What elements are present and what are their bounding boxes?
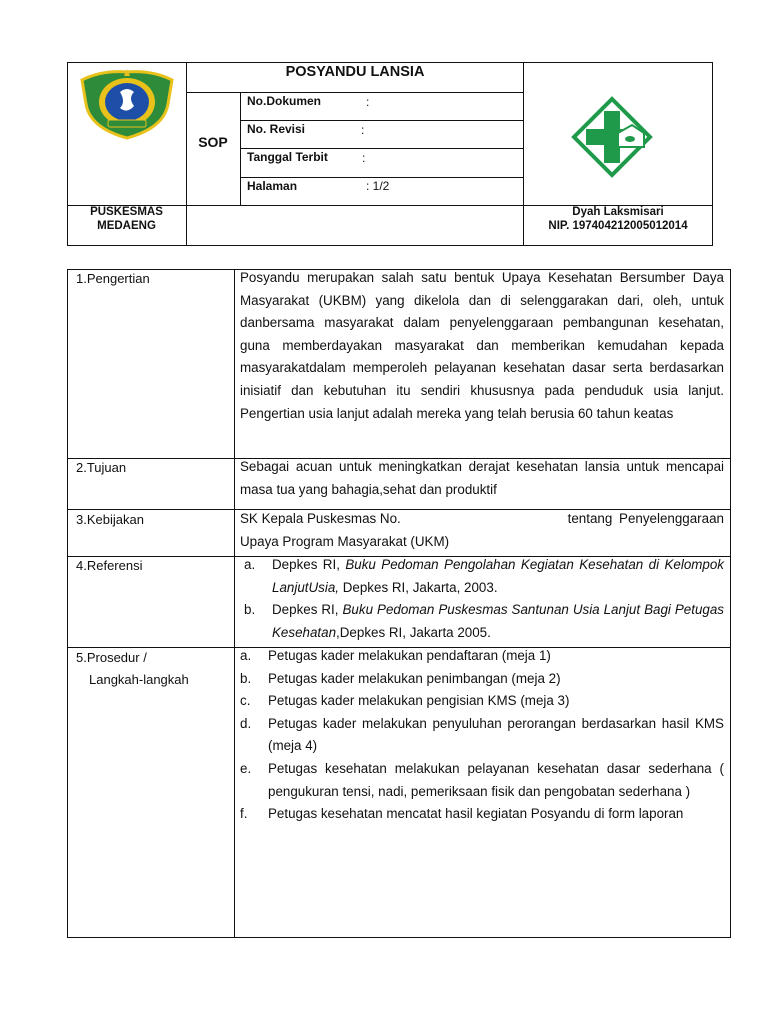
list-marker: e.: [240, 760, 252, 776]
procedure-step-text: Petugas kader melakukan penyuluhan perorangan berdasarkan hasil KMS (meja 4): [268, 715, 724, 754]
section-referensi-list: [244, 554, 724, 644]
org-name-line1: PUSKESMAS: [90, 206, 163, 218]
procedure-step-text: Petugas kader melakukan pendaftaran (meja 1): [268, 648, 551, 663]
list-item: [244, 554, 724, 599]
signer-nip: NIP. 197404212005012014: [548, 220, 688, 232]
section-kebijakan-label: 3.Kebijakan: [76, 512, 144, 527]
field-no-revisi-value: :: [361, 123, 365, 137]
field-halaman-label: Halaman: [247, 179, 298, 193]
field-no-dokumen-value: :: [366, 95, 370, 109]
list-marker: b.: [244, 602, 256, 618]
section-pengertian-label: 1.Pengertian: [76, 271, 150, 286]
section-tujuan-label: 2.Tujuan: [76, 460, 127, 475]
section-kebijakan-text: [240, 508, 724, 553]
reference-publisher: ,Depkes RI, Jakarta 2005.: [336, 624, 491, 640]
regional-emblem-logo: [76, 66, 178, 142]
procedure-step-text: Petugas kader melakukan pengisian KMS (meja 3): [268, 693, 570, 709]
reference-author: Depkes RI,: [272, 602, 339, 618]
signer-name: Dyah Laksmisari: [572, 206, 664, 218]
section-prosedur-list: [240, 645, 724, 826]
procedure-step-text: Petugas kesehatan mencatat hasil kegiatan Posyandu di form laporan: [268, 806, 684, 822]
reference-publisher: Depkes RI, Jakarta, 2003.: [342, 579, 498, 595]
section-prosedur-label-2: Langkah-langkah: [89, 672, 189, 687]
list-marker: a.: [240, 648, 252, 663]
org-name-line2: MEDAENG: [97, 220, 156, 232]
list-item: [240, 645, 724, 668]
field-no-revisi-label: No. Revisi: [247, 122, 306, 136]
list-item: [240, 690, 724, 713]
sop-label: SOP: [198, 134, 228, 150]
list-marker: d.: [240, 715, 252, 731]
section-tujuan-text: Sebagai acuan untuk meningkatkan derajat kesehatan lansia untuk mencapai masa tua yang bahagia,sehat dan produktif: [240, 459, 724, 497]
procedure-step-text: Petugas kader melakukan penimbangan (meja 2): [268, 670, 561, 686]
document-title: POSYANDU LANSIA: [285, 64, 425, 80]
section-prosedur-label-1: 5.Prosedur /: [76, 650, 147, 665]
list-marker: b.: [240, 670, 252, 686]
reference-author: Depkes RI,: [272, 557, 340, 572]
reference-title: Buku Pedoman Puskesmas Santunan Usia Lanjut Bagi Petugas Kesehatan: [272, 602, 724, 640]
field-halaman-value: : 1/2: [366, 179, 390, 193]
kebijakan-program-text: Upaya Program Masyarakat (UKM): [240, 533, 450, 549]
reference-title: Buku Pedoman Pengolahan Kegiatan Kesehatan di Kelompok LanjutUsia,: [272, 557, 725, 595]
section-referensi-label: 4.Referensi: [76, 558, 143, 573]
field-tanggal-terbit-value: :: [362, 151, 366, 165]
field-tanggal-terbit-label: Tanggal Terbit: [247, 150, 328, 164]
kebijakan-sk-text: SK Kepala Puskesmas No.: [240, 511, 401, 526]
list-item: [240, 668, 724, 691]
puskesmas-logo: [570, 95, 654, 179]
list-item: [240, 713, 724, 758]
list-marker: c.: [240, 693, 251, 709]
field-no-dokumen-label: No.Dokumen: [247, 94, 322, 108]
procedure-step-text: Petugas kesehatan melakukan pelayanan kesehatan dasar sederhana ( pengukuran tensi, nadi, pemeriksaan fisik dan pengobatan sederhana ): [268, 760, 724, 799]
kebijakan-tentang-text: tentang Penyelenggaraan: [567, 511, 724, 526]
list-item: [244, 599, 724, 644]
list-item: [240, 803, 724, 826]
list-marker: f.: [240, 806, 248, 822]
list-marker: a.: [244, 557, 256, 572]
list-item: [240, 758, 724, 803]
section-pengertian-text: Posyandu merupakan salah satu bentuk Upaya Kesehatan Bersumber Daya Masyarakat (UKBM) yang dikelola dan di selenggarakan dari, oleh, untuk danbersama masyarakat dalam penyelenggaraan pembangunan kesehatan, guna memberdayakan masyarakat dan memberikan kemudahan kepada masyarakatdalam memperoleh pelayanan kesehatan dasar serta berdasarkan inisiatif dan kebutuhan itu sendiri khususnya pada penduduk usia lanjut. Pengertian usia lanjut adalah mereka yang telah berusia 60 tahun keatas: [240, 270, 724, 421]
